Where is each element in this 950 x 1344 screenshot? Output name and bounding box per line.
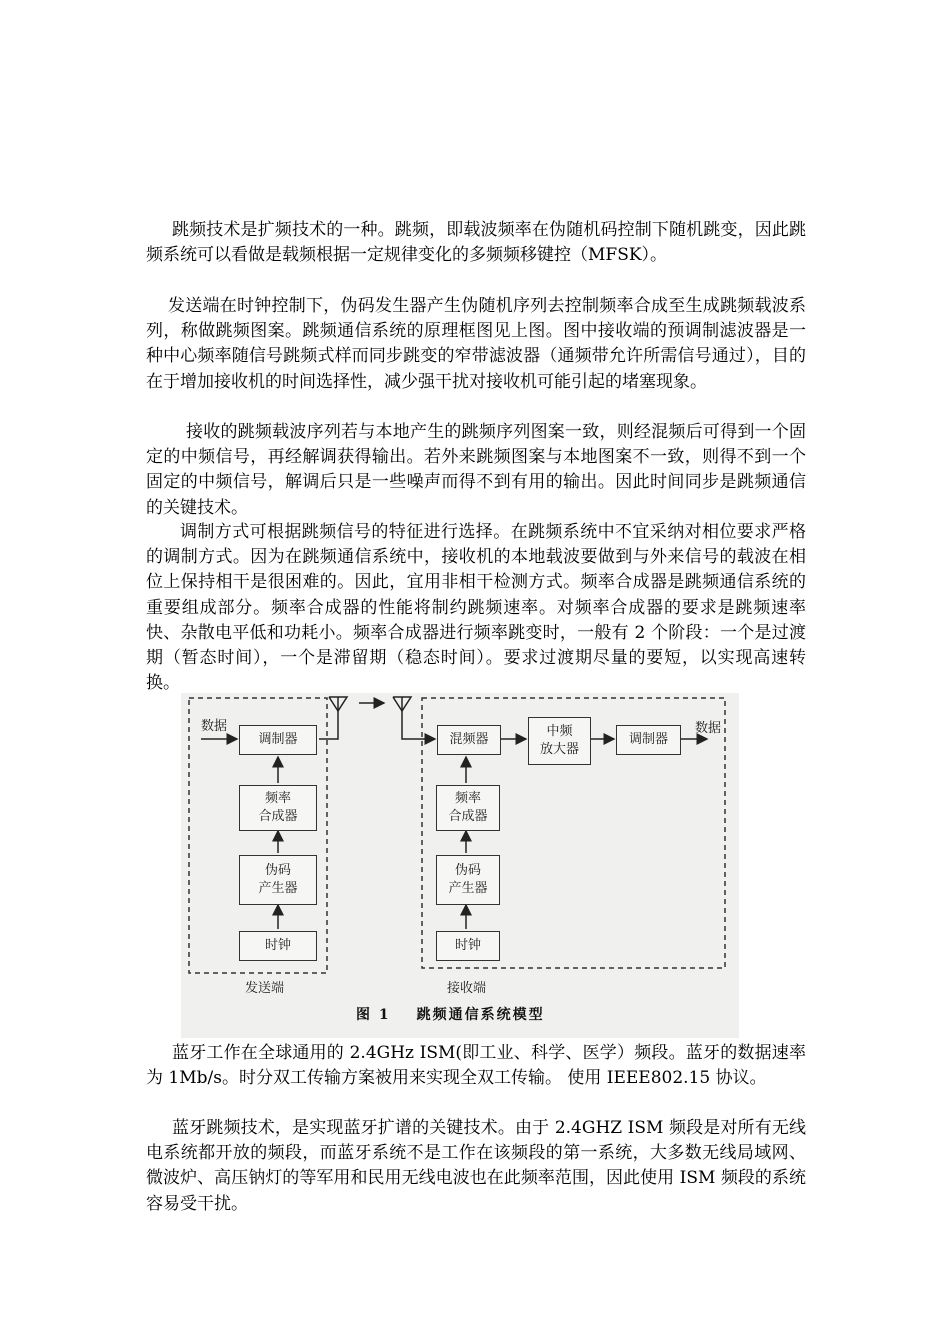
tx-frequency-synth-label: 频率 合成器 xyxy=(258,791,298,824)
rx-demodulator-block xyxy=(616,725,681,755)
tx-data-input-label: 数据 xyxy=(201,719,228,734)
block-diagram-figure xyxy=(181,693,739,1038)
rx-pn-generator-label: 伪码 产生器 xyxy=(448,863,488,896)
paragraph-modulation: 调制方式可根据跳频信号的特征进行选择。在跳频系统中不宜采纳对相位要求严格的调制方式。因为在跳频通信系统中，接收机的本地载波要做到与外来信号的载波在相位上保持相干是很困难的。因此，宜用非相干检测方式。频率合成器是跳频通信系统的重要组成部分。频率合成器的性能将制约跳频速率。对频率合成器的要求是跳频速率快、杂散电平低和功耗小。频率合成器进行频率跳变时，一般有 2 个阶段：一个是过渡期（暂态时间），一个是滞留期（稳态时间）。要求过渡期尽量的要短，以实现高速转换。 xyxy=(146,522,806,694)
tx-pn-generator-block xyxy=(239,855,317,905)
figure-caption xyxy=(356,1004,586,1024)
rx-pn-generator-block xyxy=(436,855,500,905)
tx-pn-generator-label: 伪码 产生器 xyxy=(258,863,298,896)
tx-clock-block xyxy=(239,931,317,961)
paragraph-intro: 跳频技术是扩频技术的一种。跳频，即载波频率在伪随机码控制下随机跳变，因此跳频系统可以看做是载频根据一定规律变化的多频频移键控（MFSK）。 xyxy=(146,220,806,266)
rx-mixer-block xyxy=(437,725,501,755)
paragraph-receiver: 接收的跳频载波序列若与本地产生的跳频序列图案一致，则经混频后可得到一个固定的中频信号，再经解调获得输出。若外来跳频图案与本地图案不一致，则得不到一个固定的中频信号，解调后只是一些噪声而得不到有用的输出。因此时间同步是跳频通信的关键技术。 xyxy=(146,422,806,518)
rx-frequency-synth-label: 频率 合成器 xyxy=(448,791,488,824)
rx-section-label: 接收端 xyxy=(447,981,487,996)
tx-section-label: 发送端 xyxy=(245,981,285,996)
rx-if-amplifier-block xyxy=(528,717,591,765)
figure-caption-title: 跳频通信系统模型 xyxy=(416,1007,545,1023)
paragraph-transmitter: 发送端在时钟控制下，伪码发生器产生伪随机序列去控制频率合成至生成跳频载波系列，称做跳频图案。跳频通信系统的原理框图见上图。图中接收端的预调制滤波器是一种中心频率随信号跳频式样而同步跳变的窄带滤波器（通频带允许所需信号通过），目的在于增加接收机的时间选择性，减少强干扰对接收机可能引起的堵塞现象。 xyxy=(146,296,806,392)
rx-frequency-synth-block xyxy=(436,785,500,831)
tx-modulator-label: 调制器 xyxy=(258,732,298,747)
figure-caption-number: 图 1 xyxy=(356,1007,391,1023)
rx-clock-block xyxy=(436,931,500,961)
tx-modulator-block xyxy=(239,725,317,755)
rx-mixer-label: 混频器 xyxy=(449,732,489,747)
rx-data-output-label: 数据 xyxy=(695,721,722,736)
paragraph-bluetooth-band: 蓝牙工作在全球通用的 2.4GHz ISM(即工业、科学、医学）频段。蓝牙的数据速率为 1Mb/s。时分双工传输方案被用来实现全双工传输。 使用 IEEE802.15 协议。 xyxy=(146,1043,806,1089)
rx-demodulator-label: 调制器 xyxy=(628,732,668,747)
tx-clock-label: 时钟 xyxy=(264,938,291,953)
paragraph-bluetooth-hopping: 蓝牙跳频技术，是实现蓝牙扩谱的关键技术。由于 2.4GHZ ISM 频段是对所有无线电系统都开放的频段，而蓝牙系统不是工作在该频段的第一系统，大多数无线局域网、微波炉、高压钠灯的等军用和民用无线电波也在此频率范围，因此使用 ISM 频段的系统容易受干扰。 xyxy=(146,1118,806,1214)
tx-frequency-synth-block xyxy=(239,785,317,831)
rx-clock-label: 时钟 xyxy=(454,938,481,953)
rx-if-amplifier-label: 中频 放大器 xyxy=(539,724,579,757)
